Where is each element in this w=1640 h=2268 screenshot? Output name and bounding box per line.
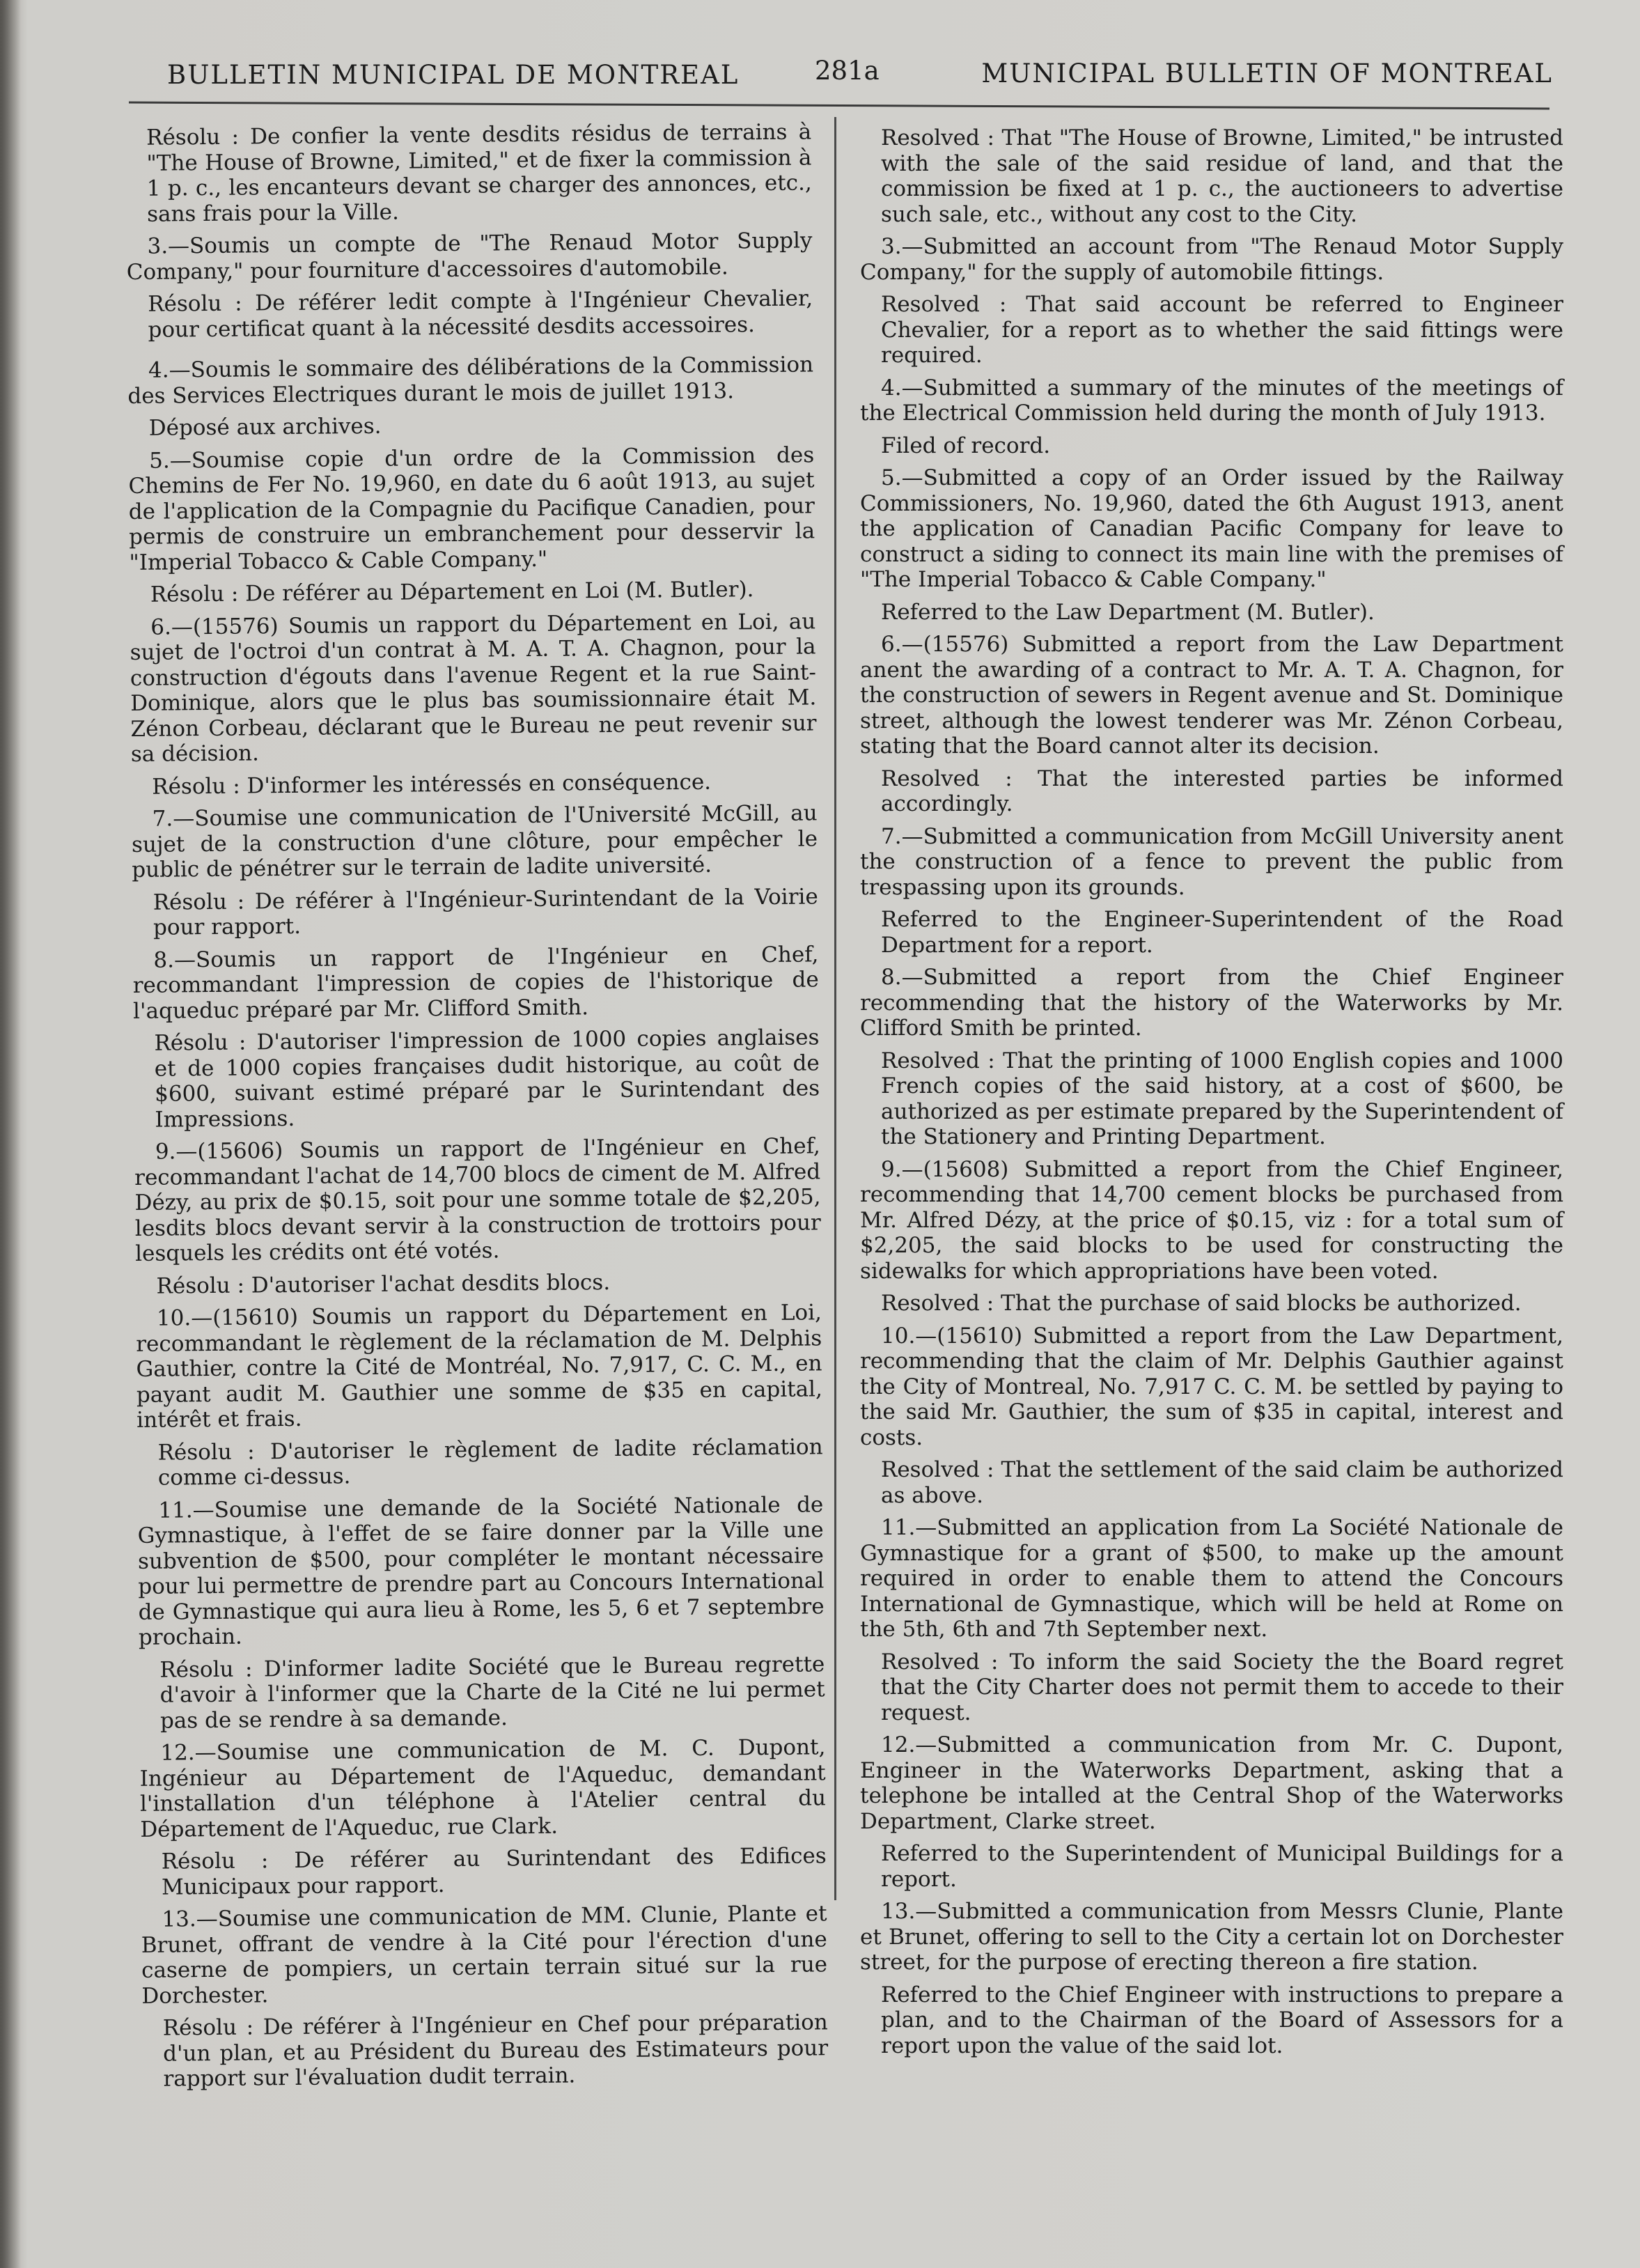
- header-english-title: MUNICIPAL BULLETIN OF MONTREAL: [981, 59, 1553, 88]
- en-paragraph: 7.—Submitted a communication from McGill University anent the construction of a fence to prevent the public from trespassing upon its grounds.: [860, 823, 1563, 900]
- en-paragraph: 13.—Submitted a communication from Messrs Clunie, Plante et Brunet, offering to sell to the City a certain lot on Dorchester street, for the purpose of erecting thereon a fire station.: [860, 1899, 1563, 1975]
- page-number: 281a: [815, 56, 880, 86]
- fr-paragraph: 4.—Soumis le sommaire des délibérations de la Commission des Services Electriques durant le mois de juillet 1913.: [127, 352, 814, 409]
- french-column: [125, 119, 829, 2099]
- binding-shadow: [0, 0, 21, 2268]
- fr-paragraph: Résolu : De référer ledit compte à l'Ingénieur Chevalier, pour certificat quant à la nécessité desdits accessoires.: [148, 286, 813, 343]
- fr-paragraph: 11.—Soumise une demande de la Société Nationale de Gymnastique, à l'effet de se faire donner par la Ville une subvention de $500, pour compléter le montant nécessaire pour lui permettre de prendre part au Concours International de Gymnastique qui aura lieu à Rome, les 5, 6 et 7 septembre prochain.: [137, 1491, 825, 1650]
- en-paragraph: 8.—Submitted a report from the Chief Engineer recommending that the history of the Waterworks by Mr. Clifford Smith be printed.: [860, 965, 1563, 1041]
- header-rule: [129, 102, 1549, 110]
- en-paragraph: Resolved : To inform the said Society the the Board regret that the City Charter does not permit them to accede to their request.: [881, 1649, 1563, 1725]
- header-french-title: BULLETIN MUNICIPAL DE MONTREAL: [167, 60, 740, 90]
- fr-paragraph: Résolu : D'autoriser l'impression de 1000 copies anglaises et de 1000 copies françaises dudit historique, au coût de $600, suivant estimé préparé par le Surintendant des Impressions.: [154, 1025, 820, 1133]
- fr-paragraph: 10.—(15610) Soumis un rapport du Département en Loi, recommandant le règlement de la réclamation de M. Delphis Gauthier, contre la Cité de Montréal, No. 7,917, C. C. M., en payant audit M. Gauthier une somme de $35 en capital, intérêt et frais.: [136, 1300, 823, 1433]
- en-paragraph: 11.—Submitted an application from La Société Nationale de Gymnastique for a grant of $500, to make up the amount required in order to enable them to attend the Concours International de Gymnastique, which will be held at Rome on the 5th, 6th and 7th September next.: [860, 1515, 1563, 1642]
- fr-paragraph: 6.—(15576) Soumis un rapport du Département en Loi, au sujet de l'octroi d'un contrat à M. A. T. A. Chagnon, pour la construction d'égouts dans l'avenue Regent et la rue Saint-Dominique, alors que le plus bas soumissionnaire était M. Zénon Corbeau, déclarant que le Bureau ne peut revenir sur sa décision.: [130, 608, 817, 767]
- en-paragraph: 4.—Submitted a summary of the minutes of the meetings of the Electrical Commission held during the month of July 1913.: [860, 375, 1563, 426]
- en-paragraph: Referred to the Law Department (M. Butler).: [881, 599, 1375, 625]
- en-paragraph: Resolved : That said account be referred to Engineer Chevalier, for a report as to whether the said fittings were required.: [881, 292, 1563, 368]
- fr-paragraph: 8.—Soumis un rapport de l'Ingénieur en Chef, recommandant l'impression de copies de l'historique de l'aqueduc préparé par Mr. Clifford Smith.: [132, 941, 819, 1024]
- fr-paragraph: Résolu : De référer au Surintendant des Edifices Municipaux pour rapport.: [161, 1843, 827, 1900]
- en-paragraph: 10.—(15610) Submitted a report from the Law Department, recommending that the claim of Mr. Delphis Gauthier against the City of Montreal, No. 7,917 C. C. M. be settled by paying to the said Mr. Gauthier, the sum of $35 in capital, interest and costs.: [860, 1323, 1563, 1450]
- fr-paragraph: Résolu : De confier la vente desdits résidus de terrains à "The House of Browne, Limited," et de fixer la commission à 1 p. c., les encanteurs devant se charger des annonces, etc., sans frais pour la Ville.: [146, 119, 812, 227]
- en-paragraph: Referred to the Engineer-Superintendent of the Road Department for a report.: [881, 907, 1563, 958]
- fr-paragraph: 5.—Soumise copie d'un ordre de la Commission des Chemins de Fer No. 19,960, en date du 6 août 1913, au sujet de l'application de la Compagnie du Pacifique Canadien, pour permis de construire un embranchement pour desservir la "Imperial Tobacco & Cable Company.": [128, 442, 815, 575]
- page-header: [167, 56, 1553, 98]
- en-paragraph: Referred to the Chief Engineer with instructions to prepare a plan, and to the Chairman of the Board of Assessors for a report upon the value of the said lot.: [881, 1982, 1563, 2058]
- fr-paragraph: 12.—Soumise une communication de M. C. Dupont, Ingénieur au Département de l'Aqueduc, demandant l'installation d'un téléphone à l'Atelier central du Département de l'Aqueduc, rue Clark.: [139, 1734, 827, 1842]
- en-paragraph: Resolved : That the purchase of said blocks be authorized.: [881, 1291, 1522, 1316]
- en-paragraph: Resolved : That the settlement of the said claim be authorized as above.: [881, 1457, 1563, 1508]
- fr-paragraph: Déposé aux archives.: [148, 413, 382, 441]
- en-paragraph: 3.—Submitted an account from "The Renaud Motor Supply Company," for the supply of automobile fittings.: [860, 234, 1563, 285]
- fr-paragraph: Résolu : D'informer ladite Société que le Bureau regrette d'avoir à l'informer que la Charte de la Cité ne lui permet pas de se rendre à sa demande.: [159, 1651, 825, 1734]
- english-column: [860, 125, 1563, 2065]
- en-paragraph: Referred to the Superintendent of Municipal Buildings for a report.: [881, 1841, 1563, 1892]
- en-paragraph: 6.—(15576) Submitted a report from the Law Department anent the awarding of a contract to Mr. A. T. A. Chagnon, for the construction of sewers in Regent avenue and St. Dominique street, although the lowest tenderer was Mr. Zénon Corbeau, stating that the Board cannot alter its decision.: [860, 632, 1563, 759]
- fr-paragraph: Résolu : De référer à l'Ingénieur en Chef pour préparation d'un plan, et au Président du Bureau des Estimateurs pour rapport sur l'évaluation dudit terrain.: [162, 2010, 829, 2092]
- fr-paragraph: 13.—Soumise une communication de MM. Clunie, Plante et Brunet, offrant de vendre à la Cité pour l'érection d'une caserne de pompiers, un certain terrain situé sur la rue Dorchester.: [141, 1901, 828, 2009]
- fr-paragraph: 7.—Soumise une communication de l'Université McGill, au sujet de la construction d'une clôture, pour empêcher le public de pénétrer sur le terrain de ladite université.: [131, 800, 818, 883]
- fr-paragraph: 9.—(15606) Soumis un rapport de l'Ingénieur en Chef, recommandant l'achat de 14,700 blocs de ciment de M. Alfred Dézy, au prix de $0.15, soit pour une somme totale de $2,205, lesdits blocs devant servir à la construction de trottoirs pour lesquels les crédits ont été votés.: [134, 1133, 821, 1266]
- fr-paragraph: Résolu : D'informer les intéressés en conséquence.: [152, 769, 712, 800]
- en-paragraph: Filed of record.: [881, 433, 1051, 458]
- fr-paragraph: 3.—Soumis un compte de "The Renaud Motor Supply Company," pour fourniture d'accessoires d'automobile.: [126, 228, 813, 285]
- en-paragraph: Resolved : That the printing of 1000 English copies and 1000 French copies of the said history, at a cost of $600, be authorized as per estimate prepared by the Superintendent of the Stationery and Printing Department.: [881, 1048, 1563, 1149]
- fr-paragraph: Résolu : De référer au Département en Loi (M. Butler).: [150, 577, 754, 607]
- en-paragraph: 12.—Submitted a communication from Mr. C. Dupont, Engineer in the Waterworks Department, asking that a telephone be intalled at the Central Shop of the Waterworks Department, Clarke street.: [860, 1732, 1563, 1834]
- fr-paragraph: Résolu : D'autoriser l'achat desdits blocs.: [156, 1269, 611, 1299]
- en-paragraph: 5.—Submitted a copy of an Order issued by the Railway Commissioners, No. 19,960, dated the 6th August 1913, anent the application of Canadian Pacific Company for leave to construct a siding to connect its main line with the premises of "The Imperial Tobacco & Cable Company.": [860, 465, 1563, 592]
- en-paragraph: Resolved : That "The House of Browne, Limited," be intrusted with the sale of the said residue of land, and that the commission be fixed at 1 p. c., the auctioneers to advertise such sale, etc., without any cost to the City.: [881, 125, 1563, 227]
- en-paragraph: Resolved : That the interested parties be informed accordingly.: [881, 766, 1563, 816]
- en-paragraph: 9.—(15608) Submitted a report from the Chief Engineer, recommending that 14,700 cement blocks be purchased from Mr. Alfred Dézy, at the price of $0.15, viz : for a total sum of $2,205, the said blocks to be used for constructing the sidewalks for which appropriations have been voted.: [860, 1156, 1563, 1284]
- column-divider: [834, 117, 836, 1900]
- fr-paragraph: Résolu : De référer à l'Ingénieur-Surintendant de la Voirie pour rapport.: [153, 883, 818, 940]
- fr-paragraph: Résolu : D'autoriser le règlement de ladite réclamation comme ci-dessus.: [157, 1434, 823, 1491]
